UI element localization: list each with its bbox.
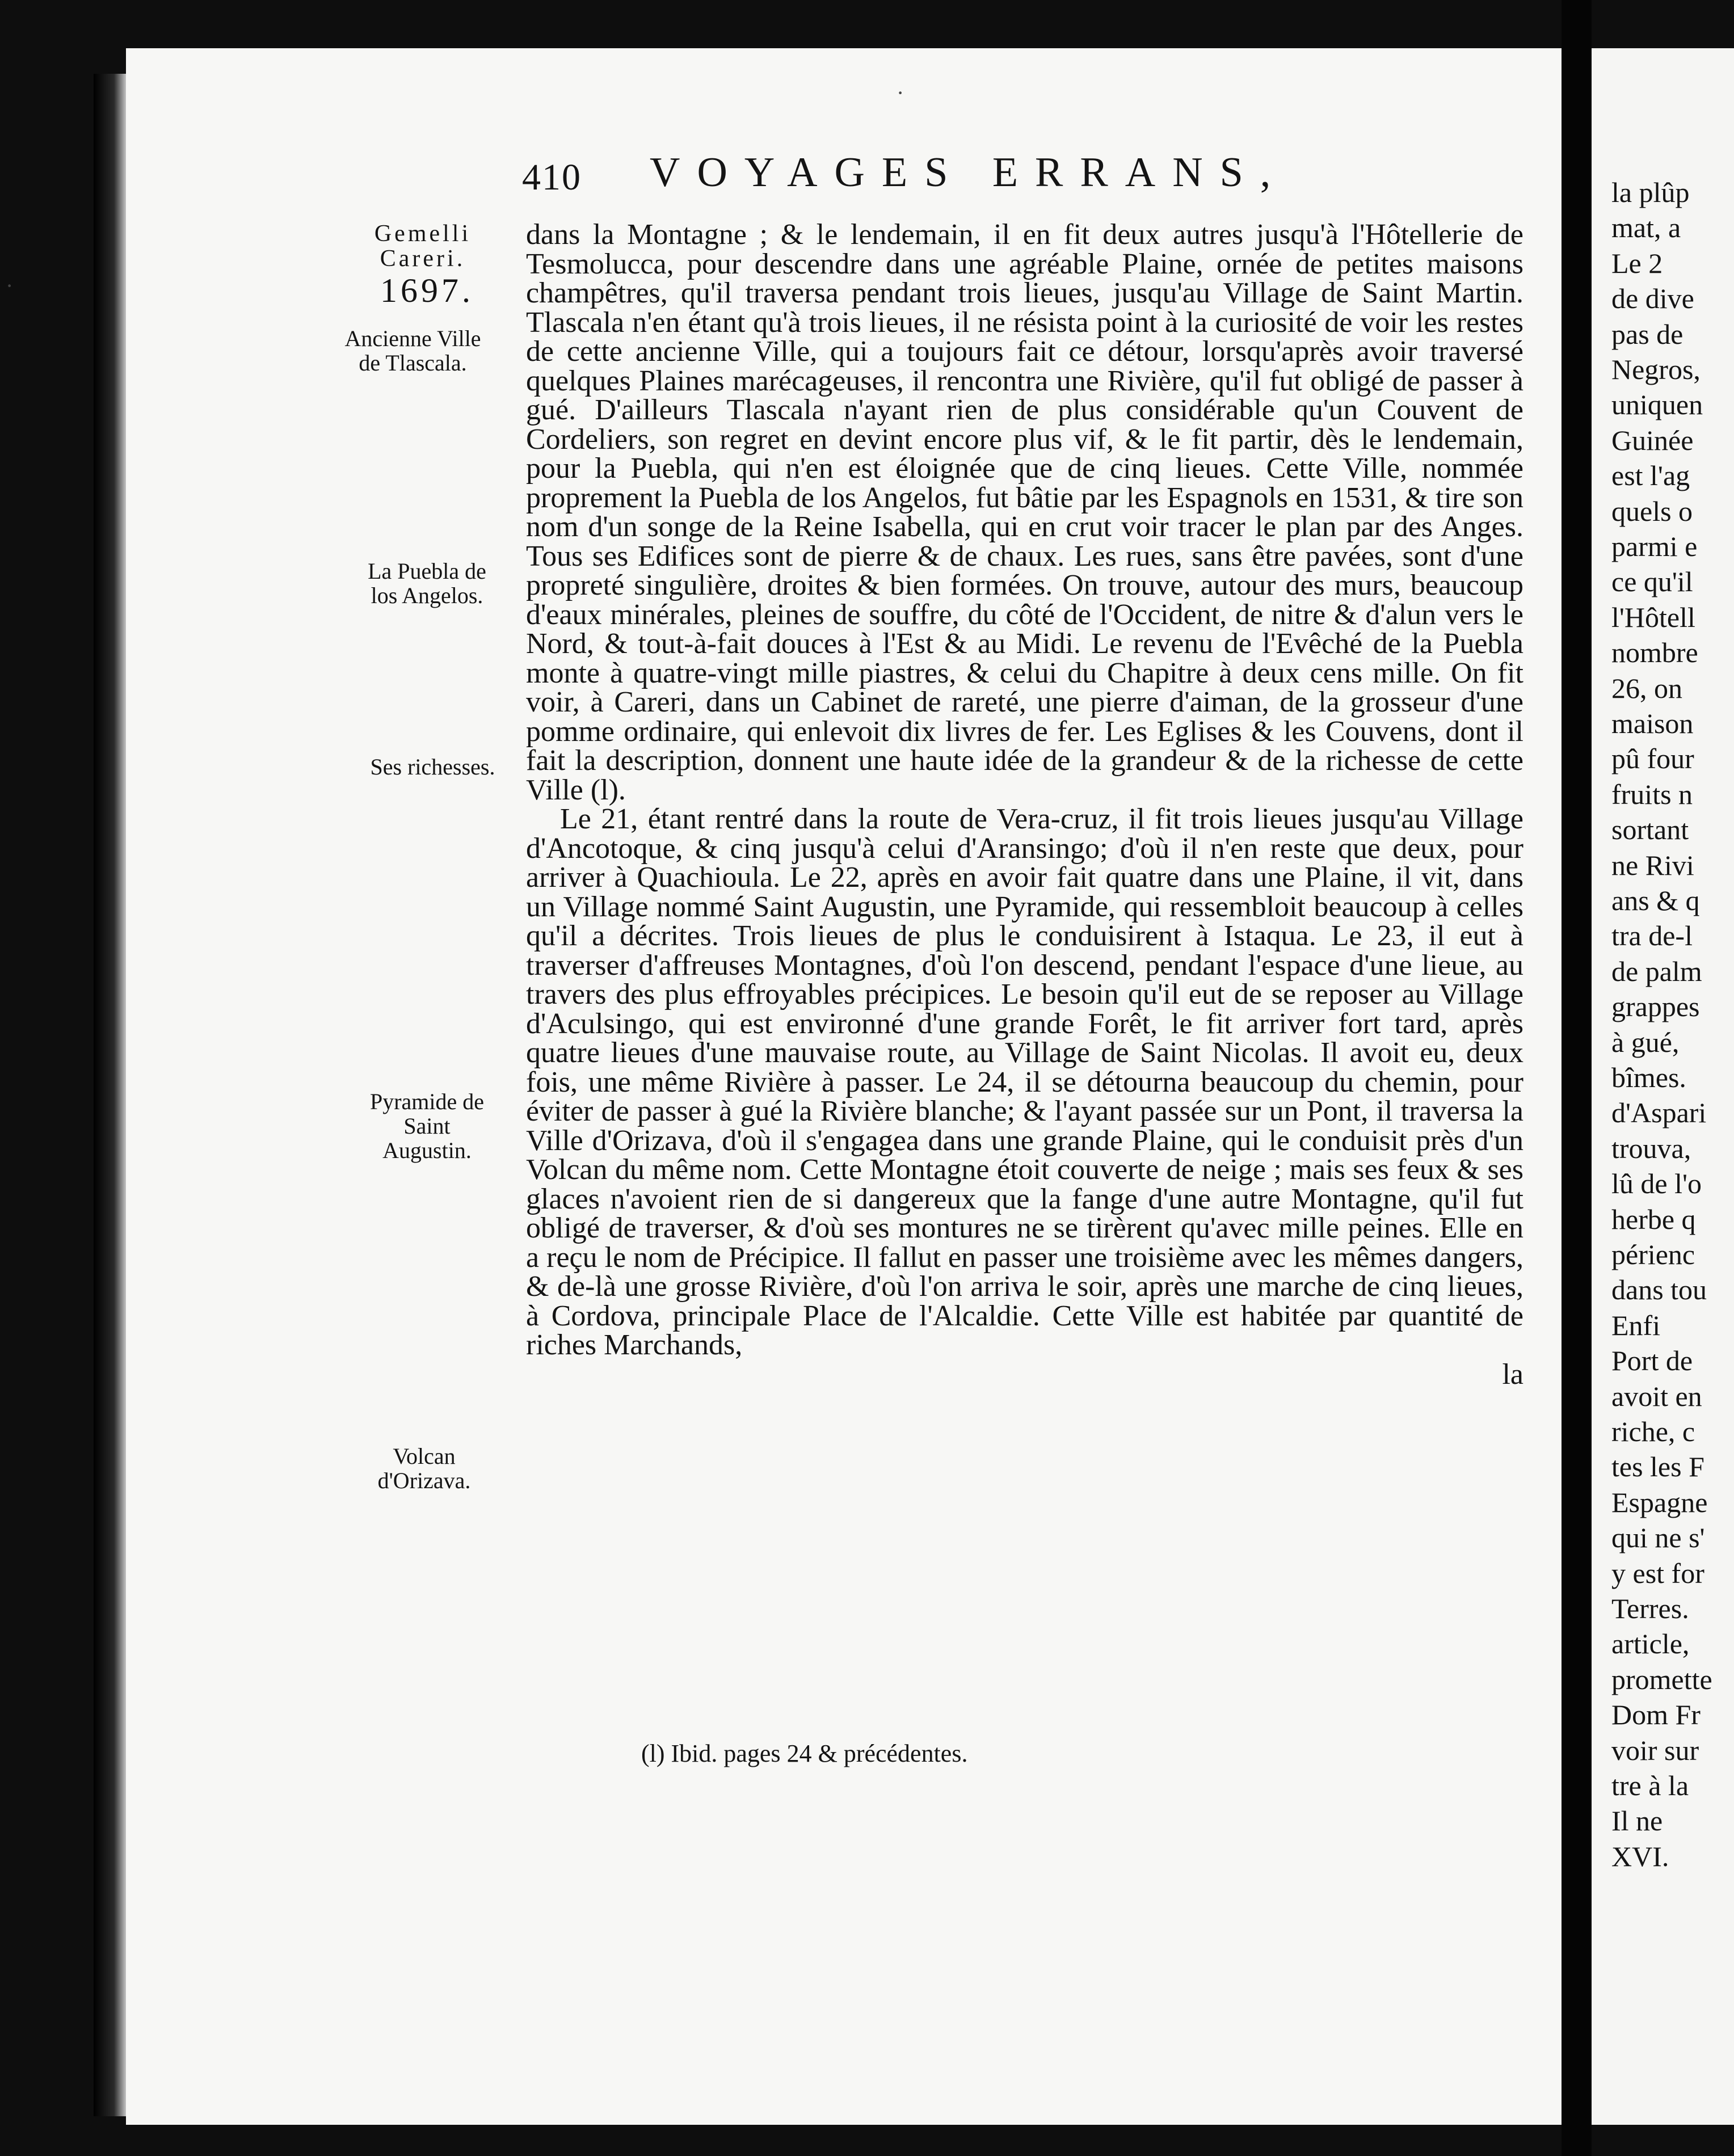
facing-page-line: maison	[1611, 708, 1694, 739]
facing-page-line: y est for	[1611, 1557, 1704, 1589]
facing-page-line: ce qu'il	[1611, 566, 1693, 598]
facing-page-line: ans & q	[1611, 885, 1700, 916]
facing-page-line: fruits n	[1611, 778, 1693, 810]
facing-page-line: Le 2	[1611, 247, 1663, 279]
facing-page-line: ne Rivi	[1611, 849, 1694, 881]
facing-page-line: de dive	[1611, 283, 1694, 315]
facing-page-line: promette	[1611, 1663, 1712, 1695]
margin-note-tlascala: Ancienne Ville de Tlascala.	[344, 326, 481, 376]
facing-page-line: tra de-l	[1611, 920, 1693, 952]
facing-page-line: l'Hôtell	[1611, 601, 1695, 633]
facing-page-line: Port de	[1611, 1345, 1693, 1377]
main-text	[526, 220, 1523, 1389]
facing-page-line: Enfi	[1611, 1309, 1661, 1341]
page-number: 410	[522, 157, 582, 198]
facing-page-line: dans tou	[1611, 1274, 1707, 1306]
facing-page-line: de palm	[1611, 955, 1702, 987]
facing-page-line: Il ne	[1611, 1805, 1663, 1837]
facing-page-line: Espagne	[1611, 1486, 1708, 1518]
facing-page-line: quels o	[1611, 495, 1693, 527]
facing-page-line: périenc	[1611, 1239, 1695, 1270]
paragraph-2: Le 21, étant rentré dans la route de Vera-cruz, il fit trois lieues jusqu'au Village d'Ancotoque, & cinq jusqu'à celui d'Aransingo; d'où il n'en reste que deux, pour arriver à Quachioula. Le 22, après en avoir fait quatre dans une Plaine, il vit, dans un Village nommé Saint Augustin, une Pyramide, qui ressembloit beaucoup à celles qu'il a décrites. Trois lieues de plus le conduisirent à Istaqua. Le 23, il eut à traverser d'affreuses Montagnes, d'où l'on descend, pendant l'espace d'une lieue, au travers des plus effroyables précipices. Le besoin qu'il eut de se reposer au Village d'Aculsingo, qui est environné d'une grande Forêt, le fit arriver fort tard, après quatre lieues d'une mauvaise route, au Village de Saint Nicolas. Il avoit eu, deux fois, une même Rivière à passer. Le 24, il se détourna beaucoup du chemin, pour éviter de passer à gué la Rivière blanche; & l'ayant passée sur un Pont, il traversa la Ville d'Orizava, d'où il s'engagea dans une grande Plaine, qui le conduisit près d'un Volcan du même nom. Cette Montagne étoit couverte de neige ; mais ses feux & ses glaces n'avoient rien de si dangereux que la fange d'une autre Montagne, qu'il fut obligé de traverser, & d'où ses montures ne se tirèrent qu'avec mille peines. Elle en a reçu le nom de Précipice. Il fallut en passer une troisième avec les mêmes dangers, & de-là une grosse Rivière, d'où l'on arriva le soir, après une marche de cinq lieues, à Cordova, principale Place de l'Alcaldie. Cette Ville est habitée par quantité de riches Marchands,	[526, 803, 1523, 1361]
margin-year: 1697.	[380, 272, 474, 309]
facing-page	[1592, 48, 1734, 2125]
facing-page-line: article,	[1611, 1628, 1690, 1660]
book-gutter	[1562, 0, 1592, 2156]
facing-page-line: trouva,	[1611, 1132, 1691, 1164]
facing-page-line: qui ne s'	[1611, 1522, 1705, 1554]
facing-page-line: XVI.	[1611, 1840, 1669, 1872]
margin-note-puebla: La Puebla de los Angelos.	[368, 558, 486, 608]
facing-page-line: tes les F	[1611, 1451, 1704, 1483]
facing-page-line: voir sur	[1611, 1734, 1699, 1766]
facing-page-line: bîmes.	[1611, 1062, 1686, 1093]
catchword: la	[1502, 1358, 1523, 1391]
ink-speck: ·	[6, 273, 14, 298]
facing-page-line: la plûp	[1611, 176, 1690, 208]
facing-page-line: 26, on	[1611, 672, 1682, 704]
margin-author: Gemelli Careri.	[374, 221, 472, 272]
facing-page-line: à gué,	[1611, 1026, 1680, 1058]
facing-page-line: est l'ag	[1611, 460, 1690, 492]
facing-page-line: nombre	[1611, 637, 1698, 669]
facing-page-line: pû four	[1611, 743, 1694, 775]
facing-page-line: Dom Fr	[1611, 1699, 1701, 1731]
facing-page-line: uniquen	[1611, 389, 1703, 421]
margin-note-volcan: Volcan d'Orizava.	[377, 1443, 471, 1493]
facing-page-line: mat, a	[1611, 212, 1681, 244]
facing-page-line: avoit en	[1611, 1380, 1702, 1412]
page-shadow	[94, 74, 128, 2116]
facing-page-line: riche, c	[1611, 1416, 1695, 1447]
paragraph-1: dans la Montagne ; & le lendemain, il en fit deux autres jusqu'à l'Hôtellerie de Tesmolucca, pour descendre dans une agréable Plaine, ornée de petites maisons champêtres, qu'il traversa pendant trois lieues, jusqu'au Village de Saint Martin. Tlascala n'en étant qu'à trois lieues, il ne résista point à la curiosité de voir les restes de cette ancienne Ville, qui a toujours fait ce détour, lorsqu'après avoir traversé quelques Plaines marécageuses, il rencontra une Rivière, qu'il fut obligé de passer à gué. D'ailleurs Tlascala n'ayant rien de plus considérable qu'un Couvent de Cordeliers, son regret en devint encore plus vif, & le fit partir, dès le lendemain, pour la Puebla, qui n'en est éloignée que de cinq lieues. Cette Ville, nommée proprement la Puebla de los Angelos, fut bâtie par les Espagnols en 1531, & tire son nom d'un songe de la Reine Isabella, qui en crut voir tracer le plan par des Anges. Tous ses Edifices sont de pierre & de chaux. Les rues, sans être pavées, sont d'une propreté singulière, droites & bien formées. On trouve, autour des murs, beaucoup d'eaux minérales, pleines de souffre, du côté de l'Occident, de nitre & d'alun vers le Nord, & tout-à-fait douces à l'Est & au Midi. Le revenu de l'Evêché de la Puebla monte à quatre-vingt mille piastres, & celui du Chapitre à deux cens mille. On fit voir, à Careri, dans un Cabinet de rareté, une pierre d'aiman, de la grosseur d'une pomme ordinaire, qui enlevoit dix livres de fer. Les Eglises & les Couvens, dont il fait la description, donnent une haute idée de la grandeur & de la richesse de cette Ville (l).	[526, 218, 1523, 806]
facing-page-line: Negros,	[1611, 353, 1701, 385]
margin-note-richesses: Ses richesses.	[370, 754, 495, 780]
facing-page-line: tre à la	[1611, 1770, 1689, 1801]
facing-page-line: herbe q	[1611, 1203, 1696, 1235]
footnote: (l) Ibid. pages 24 & précédentes.	[641, 1740, 968, 1767]
facing-page-line: Terres.	[1611, 1593, 1689, 1624]
facing-page-line: grappes	[1611, 991, 1700, 1023]
facing-page-line: d'Aspari	[1611, 1097, 1707, 1129]
margin-note-pyramide: Pyramide de Saint Augustin.	[369, 1089, 485, 1163]
facing-page-line: pas de	[1611, 318, 1684, 350]
facing-page-line: sortant	[1611, 814, 1689, 846]
running-head: VOYAGES ERRANS,	[650, 149, 1288, 196]
ink-speck: ·	[897, 80, 904, 106]
facing-page-line: Guinée	[1611, 424, 1694, 456]
facing-page-line: lû de l'o	[1611, 1168, 1702, 1200]
facing-page-line: parmi e	[1611, 530, 1698, 562]
